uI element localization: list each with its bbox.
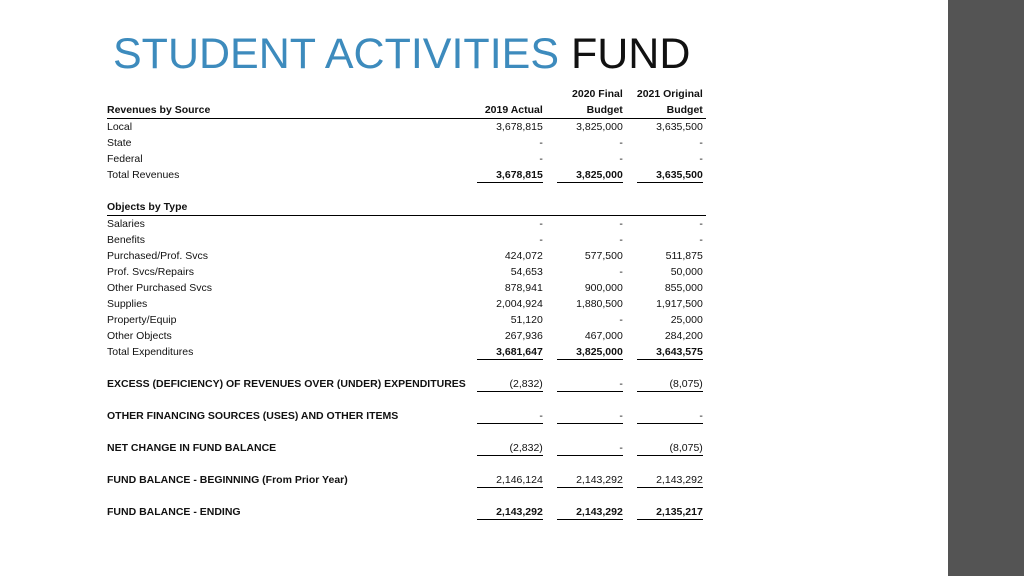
cell-2019: 3,678,815	[496, 121, 543, 133]
spacer-row	[107, 456, 706, 472]
cell-2021	[626, 408, 706, 424]
total-expenditures-row	[107, 344, 706, 360]
cell-2019: -	[539, 218, 543, 230]
cell-2020: 900,000	[584, 282, 623, 294]
cell-2021: -	[699, 153, 703, 165]
cell-2020	[546, 376, 626, 392]
spacer-row	[107, 392, 706, 408]
row-label: NET CHANGE IN FUND BALANCE	[107, 442, 277, 454]
cell-2020: -	[619, 266, 623, 278]
summary-value: 2,143,292	[477, 506, 543, 520]
cell-2021: -	[699, 234, 703, 246]
summary-value: 2,143,292	[557, 474, 623, 488]
cell-2021: 50,000	[670, 266, 703, 278]
fund-table	[107, 86, 706, 520]
summary-value: 2,135,217	[637, 506, 703, 520]
table-row	[107, 151, 706, 167]
summary-row-net-change	[107, 440, 706, 456]
col-2019-line2: 2019 Actual	[466, 102, 546, 119]
total-value: 3,635,500	[637, 169, 703, 183]
col-2021-line1: 2021 Original	[636, 88, 703, 100]
objects-header-row	[107, 199, 706, 216]
table-row	[107, 312, 706, 328]
summary-value: (2,832)	[477, 442, 543, 456]
col-2020-line1: 2020 Final	[572, 88, 623, 100]
cell-2021: 25,000	[670, 314, 703, 326]
summary-value: -	[477, 410, 543, 424]
total-value: 3,681,647	[477, 346, 543, 360]
cell-2020	[546, 504, 626, 520]
cell-2019: -	[539, 234, 543, 246]
cell-2019	[466, 167, 546, 183]
row-label: Local	[107, 121, 133, 133]
row-label: Total Expenditures	[107, 346, 194, 358]
row-label: Supplies	[107, 298, 148, 310]
revenues-header: Revenues by Source	[107, 102, 466, 119]
row-label: Purchased/Prof. Svcs	[107, 250, 208, 262]
table-row	[107, 119, 706, 136]
cell-2020	[546, 167, 626, 183]
cell-2019: 51,120	[510, 314, 543, 326]
cell-2019	[466, 408, 546, 424]
spacer-row	[107, 183, 706, 199]
summary-value: -	[637, 410, 703, 424]
table-row	[107, 264, 706, 280]
table-row	[107, 135, 706, 151]
summary-value: -	[557, 442, 623, 456]
cell-2021	[626, 344, 706, 360]
cell-2021: 511,875	[665, 250, 703, 262]
header-blank	[107, 86, 466, 102]
cell-2019: 267,936	[504, 330, 543, 342]
summary-value: 2,143,292	[557, 506, 623, 520]
summary-value: (8,075)	[637, 442, 703, 456]
cell-2019: -	[539, 153, 543, 165]
cell-2020: 1,880,500	[576, 298, 623, 310]
summary-row-beginning-balance	[107, 472, 706, 488]
row-label: EXCESS (DEFICIENCY) OF REVENUES OVER (UNDER) EXPENDITURES	[107, 378, 466, 390]
row-label: OTHER FINANCING SOURCES (USES) AND OTHER ITEMS	[107, 410, 399, 422]
table-row	[107, 280, 706, 296]
table-row	[107, 232, 706, 248]
page-title	[113, 28, 690, 80]
cell-2020: -	[619, 234, 623, 246]
summary-value: (2,832)	[477, 378, 543, 392]
cell-2019	[466, 440, 546, 456]
row-label: Property/Equip	[107, 314, 177, 326]
summary-value: -	[557, 378, 623, 392]
total-value: 3,678,815	[477, 169, 543, 183]
cell-2020	[546, 440, 626, 456]
column-header-row-2	[107, 102, 706, 119]
cell-2020	[546, 408, 626, 424]
summary-value: -	[557, 410, 623, 424]
cell-2019	[466, 504, 546, 520]
slide-side-panel	[948, 0, 1024, 576]
cell-2019	[466, 344, 546, 360]
summary-value: 2,143,292	[637, 474, 703, 488]
summary-row-other-financing	[107, 408, 706, 424]
title-accent-text: STUDENT ACTIVITIES	[113, 30, 559, 78]
total-value: 3,825,000	[557, 346, 623, 360]
total-value: 3,643,575	[637, 346, 703, 360]
row-label: Total Revenues	[107, 169, 180, 181]
cell-2020	[546, 472, 626, 488]
cell-2019	[466, 376, 546, 392]
col-2021-line2: Budget	[626, 102, 706, 119]
cell-2021	[626, 472, 706, 488]
table-row	[107, 216, 706, 233]
cell-2020: -	[619, 218, 623, 230]
cell-2020: -	[619, 153, 623, 165]
cell-2019: 424,072	[504, 250, 543, 262]
cell-2021	[626, 167, 706, 183]
cell-2020: 3,825,000	[576, 121, 623, 133]
total-value: 3,825,000	[557, 169, 623, 183]
objects-header: Objects by Type	[107, 199, 466, 216]
title-main-text: FUND	[570, 30, 691, 78]
cell-2019: 54,653	[510, 266, 543, 278]
table-row	[107, 328, 706, 344]
cell-2021: -	[699, 137, 703, 149]
row-label: Other Purchased Svcs	[107, 282, 213, 294]
table-row	[107, 248, 706, 264]
cell-2020: -	[619, 137, 623, 149]
row-label: Benefits	[107, 234, 145, 246]
cell-2020	[546, 344, 626, 360]
cell-2021	[626, 376, 706, 392]
row-label: Prof. Svcs/Repairs	[107, 266, 194, 278]
row-label: Salaries	[107, 218, 145, 230]
cell-2020: 577,500	[584, 250, 623, 262]
cell-2021	[626, 504, 706, 520]
column-header-row-1	[107, 86, 706, 102]
summary-row-ending-balance	[107, 504, 706, 520]
cell-2019	[466, 472, 546, 488]
cell-2019: 2,004,924	[496, 298, 543, 310]
table-row	[107, 296, 706, 312]
cell-2019: -	[539, 137, 543, 149]
row-label: Other Objects	[107, 330, 172, 342]
col-2019-line1	[466, 86, 546, 102]
cell-2019: 878,941	[504, 282, 543, 294]
cell-2020: -	[619, 314, 623, 326]
cell-2021: 855,000	[664, 282, 703, 294]
cell-2021: 3,635,500	[656, 121, 703, 133]
summary-value: (8,075)	[637, 378, 703, 392]
summary-row-excess	[107, 376, 706, 392]
spacer-row	[107, 488, 706, 504]
total-revenues-row	[107, 167, 706, 183]
row-label: State	[107, 137, 132, 149]
summary-value: 2,146,124	[477, 474, 543, 488]
spacer-row	[107, 360, 706, 376]
spacer-row	[107, 424, 706, 440]
cell-2021: 284,200	[664, 330, 703, 342]
col-2020-line2: Budget	[546, 102, 626, 119]
row-label: FUND BALANCE - BEGINNING (From Prior Year)	[107, 474, 348, 486]
cell-2020: 467,000	[584, 330, 623, 342]
cell-2021: 1,917,500	[656, 298, 703, 310]
cell-2021	[626, 440, 706, 456]
row-label: FUND BALANCE - ENDING	[107, 506, 241, 518]
row-label: Federal	[107, 153, 143, 165]
cell-2021: -	[699, 218, 703, 230]
